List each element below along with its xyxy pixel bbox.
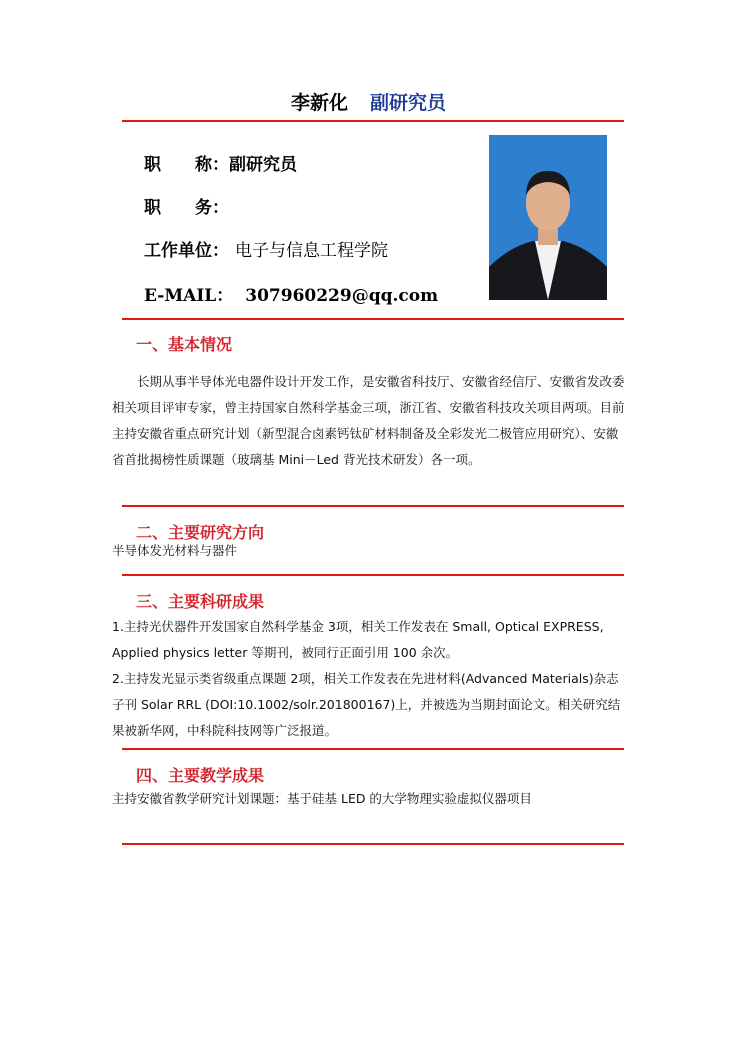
research-text: 半导体发光材料与器件 [112, 543, 238, 558]
teaching-paragraph [112, 786, 628, 812]
research-paragraph [112, 538, 628, 564]
achievements-paragraph [112, 614, 628, 744]
divider [122, 574, 624, 576]
unit-label: 工作单位： [144, 241, 229, 261]
position-label: 职 务： [144, 198, 229, 218]
unit-value: 电子与信息工程学院 [235, 241, 388, 261]
section-heading-teaching: 四、主要教学成果 [136, 766, 265, 785]
divider [122, 120, 624, 122]
achievement-item-2: 2.主持发光显示类省级重点课题 2项，相关工作发表在先进材料(Advanced Materials)杂志子刊 Solar RRL (DOI:10.1002/solr.201800167)上，并被选为当期封面论文。相关研究结果被新华网，中科院科技网等广泛报道。 [112, 671, 621, 738]
divider [122, 505, 624, 507]
portrait-icon [489, 135, 607, 300]
section-heading-achievements: 三、主要科研成果 [136, 592, 265, 611]
section-heading-research: 二、主要研究方向 [136, 523, 265, 542]
divider [122, 748, 624, 750]
email-label: E-MAIL： [144, 286, 234, 306]
email-value: 307960229@qq.com [245, 286, 439, 306]
divider [122, 318, 624, 320]
page-title [0, 88, 737, 115]
divider [122, 843, 624, 845]
achievement-item-1: 1.主持光伏器件开发国家自然科学基金 3项，相关工作发表在 Small, Optical EXPRESS, Applied physics letter 等期刊，被同行正面引用 100 余次。 [112, 619, 604, 660]
info-email-row [144, 281, 438, 306]
info-unit-row [144, 236, 388, 261]
title-label: 职 称： [144, 155, 229, 175]
section-heading-basic: 一、基本情况 [136, 335, 233, 354]
title-value: 副研究员 [229, 155, 297, 175]
info-position-row [144, 193, 229, 218]
person-name: 李新化 [290, 92, 348, 114]
portrait-photo [489, 135, 607, 300]
basic-info-text: 长期从事半导体光电器件设计开发工作，是安徽省科技厅、安徽省经信厅、安徽省发改委相关项目评审专家，曾主持国家自然科学基金三项，浙江省、安徽省科技攻关项目两项。目前主持安徽省重点研究计划（新型混合卤素钙钛矿材料制备及全彩发光二极管应用研究）、安徽省首批揭榜性质课题（玻璃基 Mini－Led 背光技术研发）各一项。 [112, 374, 625, 467]
basic-info-paragraph [112, 369, 628, 473]
info-title-row [144, 150, 297, 175]
person-rank: 副研究员 [370, 92, 447, 114]
teaching-text: 主持安徽省教学研究计划课题：基于硅基 LED 的大学物理实验虚拟仪器项目 [112, 791, 532, 806]
